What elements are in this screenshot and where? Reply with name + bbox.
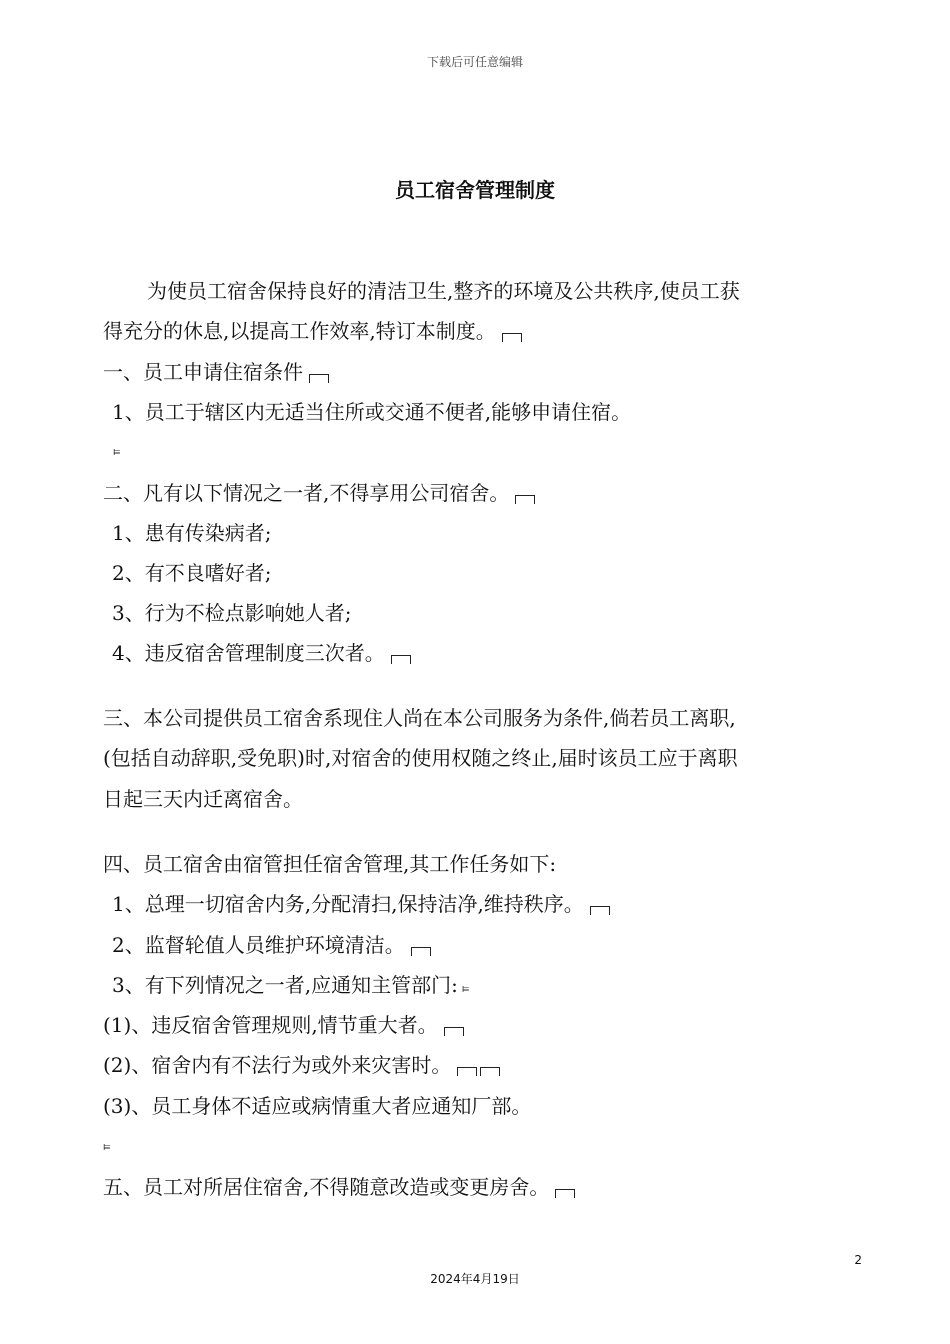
- paragraph-mark-icon: [480, 1067, 500, 1076]
- section-1-heading: 一、员工申请住宿条件: [103, 359, 329, 385]
- line-break-mark-icon: ⫢: [113, 444, 121, 459]
- paragraph-mark-icon: [411, 947, 431, 956]
- section-2-item-1: 1、患有传染病者;: [112, 521, 272, 545]
- section-4-subitem-1: (1)、违反宿舍管理规则,情节重大者。: [103, 1012, 464, 1038]
- section-4-heading: 四、员工宿舍由宿管担任宿舍管理,其工作任务如下:: [103, 852, 557, 876]
- section-1-item-1: 1、员工于辖区内无适当住所或交通不便者,能够申请住宿。: [112, 400, 632, 424]
- section-3-line-1: 三、本公司提供员工宿舍系现住人尚在本公司服务为条件,倘若员工离职,: [103, 706, 736, 730]
- section-3-line-2: (包括自动辞职,受免职)时,对宿舍的使用权随之终止,届时该员工应于离职: [103, 746, 738, 770]
- line-break-mark-icon: ⫢: [461, 981, 470, 996]
- document-title: 员工宿舍管理制度: [395, 178, 555, 202]
- paragraph-mark-icon: [555, 1189, 575, 1198]
- paragraph-mark-icon: [457, 1067, 477, 1076]
- page-header: 下载后可任意编辑: [426, 55, 523, 69]
- intro-line-2: 得充分的休息,以提高工作效率,特订本制度。: [103, 318, 522, 344]
- section-5-heading: 五、员工对所居住宿舍,不得随意改造或变更房舍。: [103, 1174, 575, 1200]
- footer-date: 2024年4月19日: [430, 1272, 520, 1286]
- section-2-item-4: 4、违反宿舍管理制度三次者。: [112, 640, 411, 666]
- section-2-heading: 二、凡有以下情况之一者,不得享用公司宿舍。: [103, 480, 535, 506]
- section-2-item-2: 2、有不良嗜好者;: [112, 561, 272, 585]
- paragraph-mark-icon: [515, 495, 535, 504]
- paragraph-mark-icon: [391, 655, 411, 664]
- paragraph-mark-icon: [590, 906, 610, 915]
- paragraph-mark-icon: [444, 1027, 464, 1036]
- section-4-item-2: 2、监督轮值人员维护环境清洁。: [112, 932, 431, 958]
- paragraph-mark-icon: [502, 333, 522, 342]
- line-break-mark-icon: ⫢: [103, 1139, 111, 1154]
- section-4-subitem-3: (3)、员工身体不适应或病情重大者应通知厂部。: [103, 1094, 532, 1118]
- paragraph-mark-icon: [309, 374, 329, 383]
- section-2-item-3: 3、行为不检点影响她人者;: [112, 601, 352, 625]
- section-4-item-3: 3、有下列情况之一者,应通知主管部门: ⫢: [112, 973, 470, 997]
- section-4-item-1: 1、总理一切宿舍内务,分配清扫,保持洁净,维持秩序。: [112, 891, 610, 917]
- page-number: 2: [854, 1253, 862, 1267]
- section-3-line-3: 日起三天内迁离宿舍。: [103, 787, 303, 811]
- intro-line-1: 为使员工宿舍保持良好的清洁卫生,整齐的环境及公共秩序,使员工获: [147, 279, 740, 303]
- section-4-subitem-2: (2)、宿舍内有不法行为或外来灾害时。: [103, 1052, 500, 1078]
